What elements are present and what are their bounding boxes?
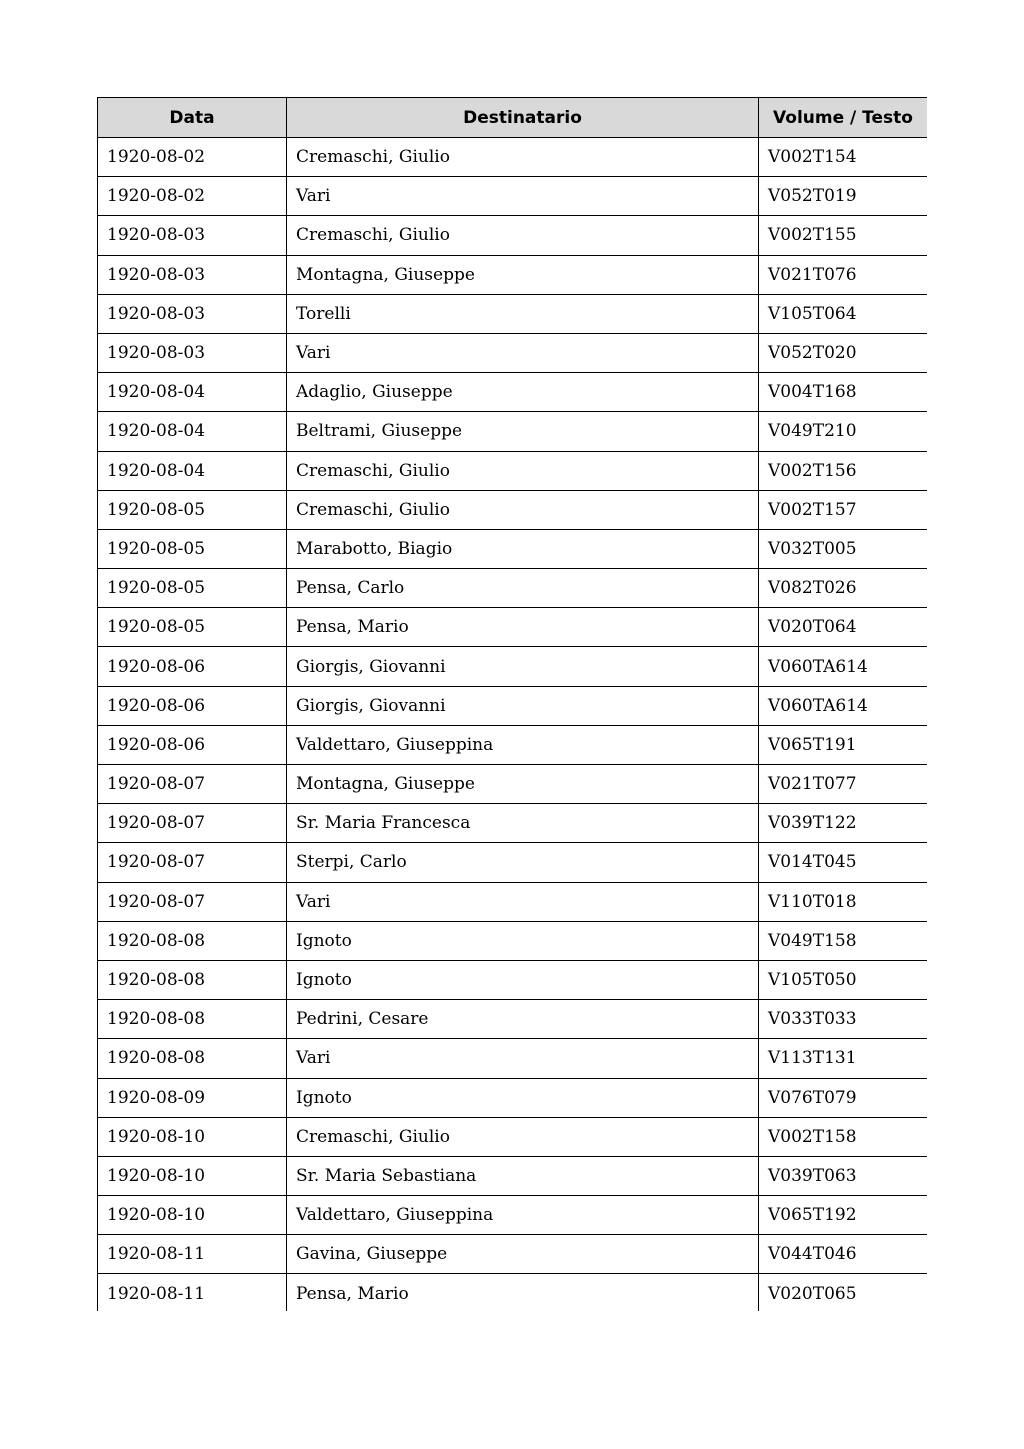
cell-volume-testo: V002T157 xyxy=(759,490,928,529)
cell-volume-testo: V020T064 xyxy=(759,608,928,647)
cell-volume-testo: V002T155 xyxy=(759,216,928,255)
table-body xyxy=(98,138,928,1312)
cell-destinatario: Montagna, Giuseppe xyxy=(287,765,759,804)
cell-destinatario: Cremaschi, Giulio xyxy=(287,490,759,529)
cell-volume-testo: V004T168 xyxy=(759,373,928,412)
cell-destinatario: Cremaschi, Giulio xyxy=(287,138,759,177)
letters-table-container xyxy=(97,97,927,1311)
cell-data: 1920-08-11 xyxy=(98,1235,287,1274)
cell-destinatario: Pensa, Carlo xyxy=(287,569,759,608)
cell-volume-testo: V002T154 xyxy=(759,138,928,177)
column-header-data: Data xyxy=(98,98,287,138)
cell-volume-testo: V065T192 xyxy=(759,1196,928,1235)
cell-volume-testo: V110T018 xyxy=(759,882,928,921)
cell-data: 1920-08-07 xyxy=(98,765,287,804)
cell-data: 1920-08-07 xyxy=(98,804,287,843)
cell-volume-testo: V014T045 xyxy=(759,843,928,882)
cell-data: 1920-08-05 xyxy=(98,529,287,568)
cell-volume-testo: V021T077 xyxy=(759,765,928,804)
table-row xyxy=(98,412,928,451)
cell-volume-testo: V002T158 xyxy=(759,1117,928,1156)
cell-volume-testo: V065T191 xyxy=(759,725,928,764)
cell-destinatario: Ignoto xyxy=(287,1078,759,1117)
cell-volume-testo: V060TA614 xyxy=(759,686,928,725)
cell-volume-testo: V033T033 xyxy=(759,1000,928,1039)
table-row xyxy=(98,765,928,804)
cell-destinatario: Valdettaro, Giuseppina xyxy=(287,725,759,764)
cell-destinatario: Montagna, Giuseppe xyxy=(287,255,759,294)
table-row xyxy=(98,529,928,568)
cell-volume-testo: V002T156 xyxy=(759,451,928,490)
cell-data: 1920-08-03 xyxy=(98,294,287,333)
cell-data: 1920-08-08 xyxy=(98,921,287,960)
cell-destinatario: Adaglio, Giuseppe xyxy=(287,373,759,412)
cell-data: 1920-08-06 xyxy=(98,725,287,764)
cell-destinatario: Cremaschi, Giulio xyxy=(287,451,759,490)
table-row xyxy=(98,725,928,764)
table-row xyxy=(98,1117,928,1156)
cell-data: 1920-08-05 xyxy=(98,569,287,608)
cell-volume-testo: V052T019 xyxy=(759,177,928,216)
cell-destinatario: Giorgis, Giovanni xyxy=(287,647,759,686)
cell-volume-testo: V113T131 xyxy=(759,1039,928,1078)
column-header-volume-testo: Volume / Testo xyxy=(759,98,928,138)
cell-destinatario: Vari xyxy=(287,177,759,216)
cell-volume-testo: V049T158 xyxy=(759,921,928,960)
cell-volume-testo: V039T063 xyxy=(759,1156,928,1195)
cell-data: 1920-08-10 xyxy=(98,1117,287,1156)
table-row xyxy=(98,1078,928,1117)
cell-destinatario: Giorgis, Giovanni xyxy=(287,686,759,725)
cell-data: 1920-08-03 xyxy=(98,216,287,255)
table-row xyxy=(98,882,928,921)
table-header xyxy=(98,98,928,138)
table-row xyxy=(98,255,928,294)
table-row xyxy=(98,451,928,490)
cell-volume-testo: V044T046 xyxy=(759,1235,928,1274)
table-row xyxy=(98,1235,928,1274)
table-row xyxy=(98,1156,928,1195)
column-header-destinatario: Destinatario xyxy=(287,98,759,138)
header-row xyxy=(98,98,928,138)
table-row xyxy=(98,216,928,255)
table-row xyxy=(98,1000,928,1039)
table-row xyxy=(98,960,928,999)
cell-destinatario: Pensa, Mario xyxy=(287,1274,759,1311)
cell-data: 1920-08-06 xyxy=(98,647,287,686)
cell-volume-testo: V060TA614 xyxy=(759,647,928,686)
cell-destinatario: Vari xyxy=(287,1039,759,1078)
cell-destinatario: Sr. Maria Sebastiana xyxy=(287,1156,759,1195)
cell-data: 1920-08-10 xyxy=(98,1196,287,1235)
table-row xyxy=(98,1274,928,1311)
cell-destinatario: Vari xyxy=(287,333,759,372)
cell-destinatario: Sterpi, Carlo xyxy=(287,843,759,882)
cell-data: 1920-08-05 xyxy=(98,608,287,647)
cell-destinatario: Pedrini, Cesare xyxy=(287,1000,759,1039)
cell-destinatario: Sr. Maria Francesca xyxy=(287,804,759,843)
table-row xyxy=(98,177,928,216)
cell-data: 1920-08-07 xyxy=(98,843,287,882)
cell-volume-testo: V049T210 xyxy=(759,412,928,451)
table-row xyxy=(98,490,928,529)
cell-destinatario: Cremaschi, Giulio xyxy=(287,216,759,255)
cell-data: 1920-08-09 xyxy=(98,1078,287,1117)
cell-destinatario: Vari xyxy=(287,882,759,921)
cell-volume-testo: V021T076 xyxy=(759,255,928,294)
cell-destinatario: Cremaschi, Giulio xyxy=(287,1117,759,1156)
cell-volume-testo: V105T050 xyxy=(759,960,928,999)
cell-data: 1920-08-03 xyxy=(98,255,287,294)
cell-volume-testo: V039T122 xyxy=(759,804,928,843)
cell-volume-testo: V032T005 xyxy=(759,529,928,568)
cell-data: 1920-08-08 xyxy=(98,1000,287,1039)
cell-volume-testo: V105T064 xyxy=(759,294,928,333)
table-row xyxy=(98,1039,928,1078)
cell-data: 1920-08-11 xyxy=(98,1274,287,1311)
table-row xyxy=(98,608,928,647)
cell-data: 1920-08-03 xyxy=(98,333,287,372)
cell-data: 1920-08-05 xyxy=(98,490,287,529)
cell-destinatario: Gavina, Giuseppe xyxy=(287,1235,759,1274)
table-row xyxy=(98,686,928,725)
cell-data: 1920-08-04 xyxy=(98,451,287,490)
table-row xyxy=(98,294,928,333)
table-row xyxy=(98,373,928,412)
cell-volume-testo: V076T079 xyxy=(759,1078,928,1117)
table-row xyxy=(98,647,928,686)
table-row xyxy=(98,1196,928,1235)
cell-data: 1920-08-10 xyxy=(98,1156,287,1195)
cell-data: 1920-08-06 xyxy=(98,686,287,725)
table-row xyxy=(98,921,928,960)
cell-data: 1920-08-07 xyxy=(98,882,287,921)
cell-data: 1920-08-02 xyxy=(98,177,287,216)
cell-volume-testo: V052T020 xyxy=(759,333,928,372)
table-row xyxy=(98,804,928,843)
cell-data: 1920-08-08 xyxy=(98,1039,287,1078)
cell-destinatario: Pensa, Mario xyxy=(287,608,759,647)
cell-volume-testo: V020T065 xyxy=(759,1274,928,1311)
letters-table xyxy=(97,97,927,1311)
cell-data: 1920-08-04 xyxy=(98,373,287,412)
table-row xyxy=(98,138,928,177)
cell-destinatario: Ignoto xyxy=(287,960,759,999)
cell-data: 1920-08-04 xyxy=(98,412,287,451)
cell-destinatario: Torelli xyxy=(287,294,759,333)
cell-destinatario: Marabotto, Biagio xyxy=(287,529,759,568)
cell-data: 1920-08-02 xyxy=(98,138,287,177)
cell-destinatario: Beltrami, Giuseppe xyxy=(287,412,759,451)
cell-destinatario: Valdettaro, Giuseppina xyxy=(287,1196,759,1235)
cell-volume-testo: V082T026 xyxy=(759,569,928,608)
cell-data: 1920-08-08 xyxy=(98,960,287,999)
table-row xyxy=(98,569,928,608)
cell-destinatario: Ignoto xyxy=(287,921,759,960)
table-row xyxy=(98,843,928,882)
table-row xyxy=(98,333,928,372)
